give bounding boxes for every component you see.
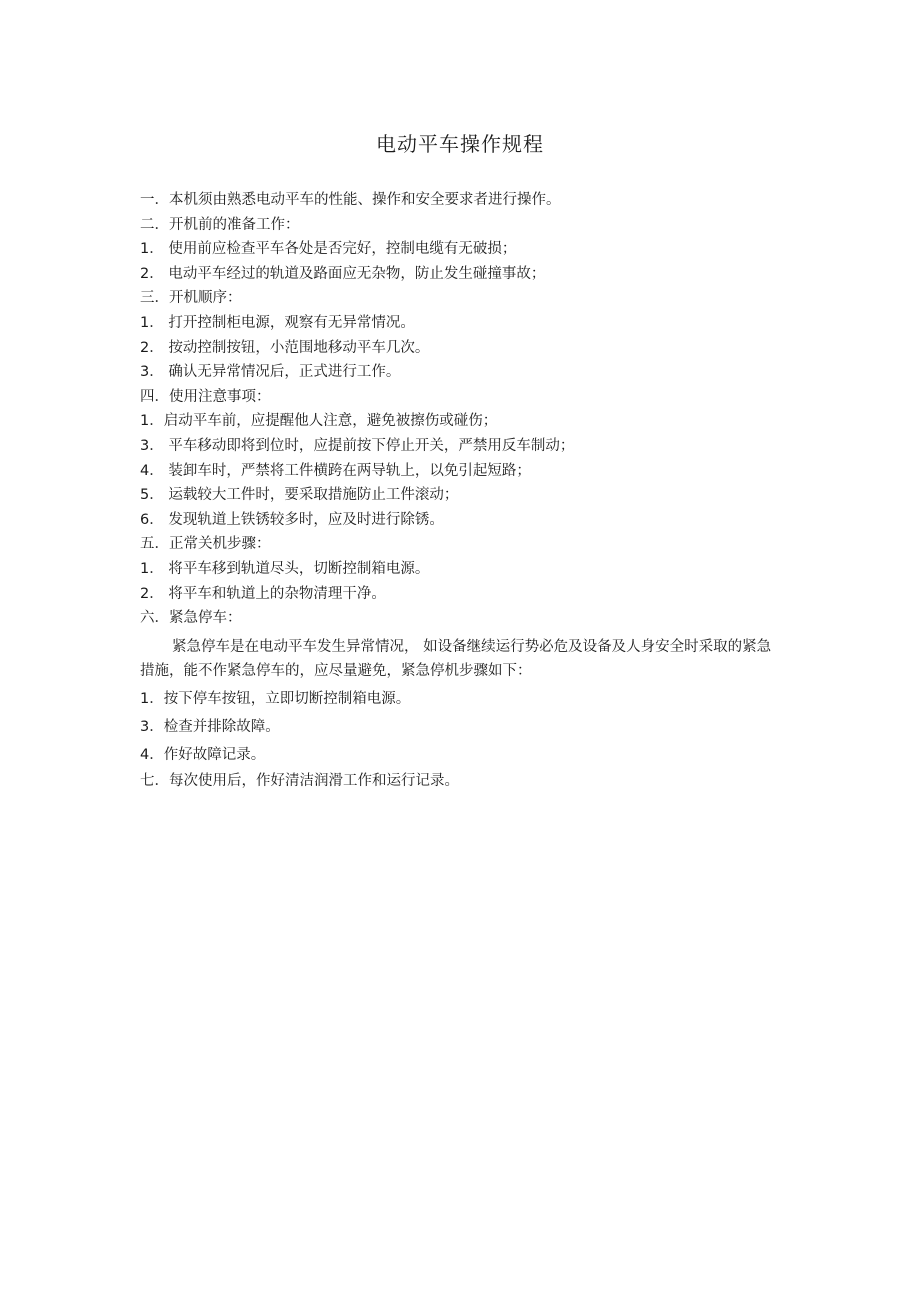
section-5-heading: 五．正常关机步骤： [140, 536, 271, 553]
section-4-item-6: 6． 发现轨道上铁锈较多时，应及时进行除锈。 [140, 511, 444, 528]
section-3-item-2: 2． 按动控制按钮，小范围地移动平车几次。 [140, 339, 430, 356]
section-3-item-1: 1． 打开控制柜电源，观察有无异常情况。 [140, 314, 415, 331]
section-2-heading: 二．开机前的准备工作： [140, 216, 300, 233]
section-3-item-3: 3． 确认无异常情况后，正式进行工作。 [140, 364, 401, 381]
section-4-item-4: 4． 装卸车时，严禁将工件横跨在两导轨上，以免引起短路； [140, 462, 531, 479]
section-4-heading: 四．使用注意事项： [140, 388, 271, 405]
section-1-line: 一．本机须由熟悉电动平车的性能、操作和安全要求者进行操作。 [140, 192, 561, 208]
section-6-item-1: 1．按下停车按钮，立即切断控制箱电源。 [140, 690, 411, 707]
emergency-paragraph-text: 紧急停车是在电动平车发生异常情况， 如设备继续运行势必危及设备及人身安全时采取的紧急措施，能不作紧急停车的，应尽量避免，紧急停机步骤如下： [140, 638, 772, 679]
section-7-line: 七．每次使用后，作好清洁润滑工作和运行记录。 [140, 772, 459, 789]
section-6-item-3: 3．检查并排除故障。 [140, 718, 280, 735]
section-6-heading: 六．紧急停车： [140, 610, 242, 627]
section-5-item-2: 2． 将平车和轨道上的杂物清理干净。 [140, 585, 386, 602]
section-3-heading: 三．开机顺序： [140, 290, 242, 307]
section-5-item-1: 1． 将平车移到轨道尽头，切断控制箱电源。 [140, 560, 430, 577]
document-body [140, 188, 780, 793]
emergency-paragraph [140, 631, 780, 685]
section-2-item-2: 2． 电动平车经过的轨道及路面应无杂物，防止发生碰撞事故； [140, 265, 546, 282]
section-4-item-5: 5． 运载较大工件时，要采取措施防止工件滚动； [140, 487, 459, 504]
section-4-item-3: 3． 平车移动即将到位时，应提前按下停止开关，严禁用反车制动； [140, 437, 575, 454]
section-2-item-1: 1． 使用前应检查平车各处是否完好，控制电缆有无破损； [140, 241, 517, 258]
section-4-item-1: 1．启动平车前，应提醒他人注意，避免被擦伤或碰伤； [140, 413, 498, 430]
section-6-item-4: 4．作好故障记录。 [140, 746, 266, 763]
document-title: 电动平车操作规程 [376, 132, 544, 156]
